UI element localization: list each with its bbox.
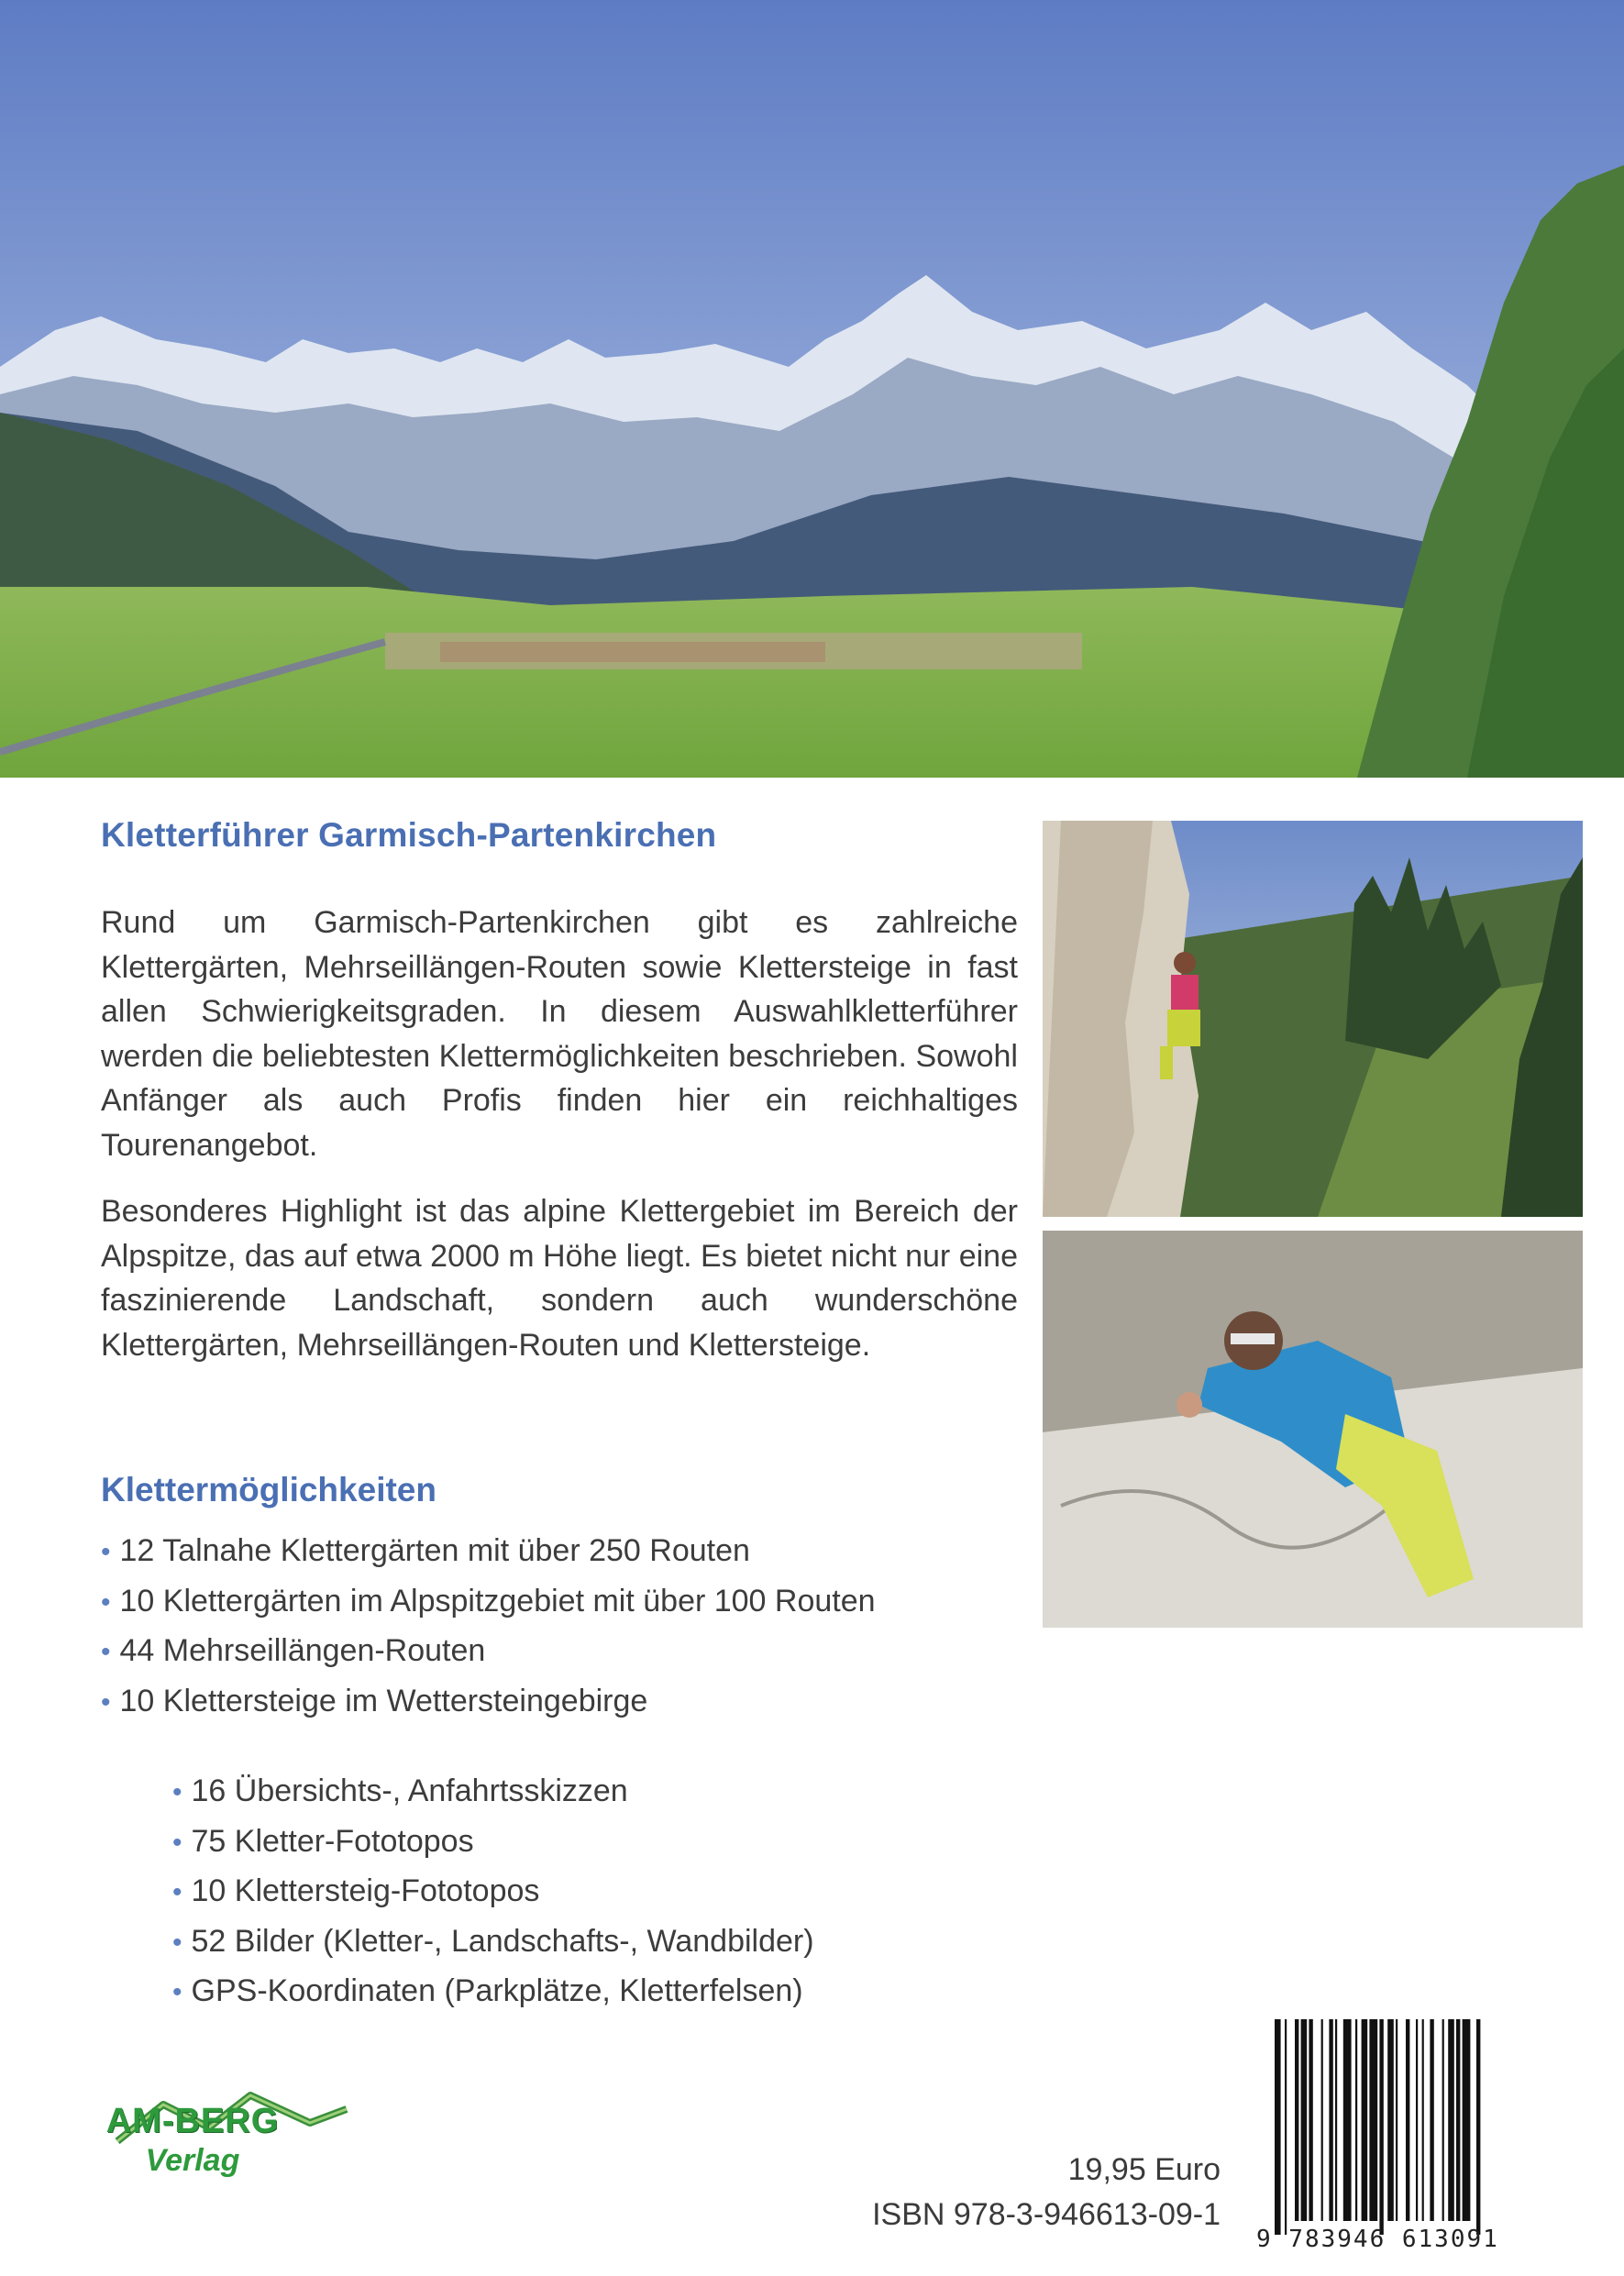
climber-slab-photo xyxy=(1043,1231,1583,1628)
barcode-bar xyxy=(1456,2019,1460,2221)
section-title: Klettermöglichkeiten xyxy=(101,1471,436,1508)
bullet-dot-icon: • xyxy=(172,1877,182,1907)
bullet-dot-icon: • xyxy=(101,1637,111,1667)
barcode-bar xyxy=(1416,2019,1418,2221)
bullet-dot-icon: • xyxy=(101,1686,111,1718)
barcode-bar xyxy=(1362,2019,1368,2221)
bullet-dot-icon: • xyxy=(172,1927,182,1958)
barcode-bar xyxy=(1430,2019,1433,2221)
barcode-bar xyxy=(1406,2019,1409,2221)
barcode-bar xyxy=(1379,2019,1383,2235)
barcode-icon xyxy=(1256,2019,1586,2254)
isbn-label: ISBN 978-3-946613-09-1 xyxy=(872,2197,1221,2232)
list-item: • 44 Mehrseillängen-Routen xyxy=(101,1633,486,1668)
barcode-bar xyxy=(1355,2019,1357,2221)
climber-forest-photo xyxy=(1043,821,1583,1217)
barcode-bar xyxy=(1396,2019,1398,2221)
description-paragraph-1: Rund um Garmisch-Partenkirchen gibt es zahlreiche Klettergärten, Mehrseillängen-Routen sowie Klettersteige in fast allen Schwierigkeitsgraden. In diesem Auswahlkletterführer werden die beliebtesten Klettermöglichkeiten beschrieben. Sowohl Anfänger als auch Profis finden hier ein reichhaltiges Tourenangebot. xyxy=(101,905,1018,1163)
list-item: • 16 Übersichts-, Anfahrtsskizzen xyxy=(172,1773,628,1808)
bullet-dot-icon: • xyxy=(101,1537,111,1567)
list-item: • 10 Klettersteige im Wettersteingebirge xyxy=(101,1683,648,1718)
barcode-digits: 9 783946 613091 xyxy=(1256,2226,1499,2253)
barcode-bar xyxy=(1275,2019,1281,2235)
list-item: • 52 Bilder (Kletter-, Landschafts-, Wandbilder) xyxy=(172,1923,814,1959)
barcode-bar xyxy=(1321,2019,1323,2221)
list-item: • 12 Talnahe Klettergärten mit über 250 Routen xyxy=(101,1533,750,1568)
features-list xyxy=(172,1767,814,2017)
barcode-bar xyxy=(1285,2019,1287,2235)
book-title: Kletterführer Garmisch-Partenkirchen xyxy=(101,816,717,854)
bullet-dot-icon: • xyxy=(172,1977,182,2007)
bullet-dot-icon: • xyxy=(101,1586,111,1618)
barcode-bar xyxy=(1422,2019,1424,2221)
price-label: 19,95 Euro xyxy=(1067,2152,1221,2187)
barcode-bar xyxy=(1476,2019,1480,2235)
barcode-bar xyxy=(1343,2019,1352,2221)
barcode-bar xyxy=(1442,2019,1444,2221)
barcode-bar xyxy=(1448,2019,1454,2221)
bullet-dot-icon: • xyxy=(172,1827,182,1858)
description-paragraph-2: Besonderes Highlight ist das alpine Klettergebiet im Bereich der Alpspitze, das auf etwa 2000 m Höhe liegt. Es bietet nicht nur eine faszinierende Landschaft, sondern auch wunderschöne Klettergärten, Mehrseillängen-Routen und Klettersteige. xyxy=(101,1194,1018,1363)
bullet-dot-icon: • xyxy=(172,1777,182,1807)
barcode-bar xyxy=(1335,2019,1337,2221)
barcode-bar xyxy=(1387,2019,1394,2221)
climbing-options-list xyxy=(101,1527,876,1727)
barcode-bar xyxy=(1369,2019,1377,2221)
list-item: • GPS-Koordinaten (Parkplätze, Kletterfelsen) xyxy=(172,1973,803,2008)
barcode-bar xyxy=(1295,2019,1298,2221)
publisher-subtitle: Verlag xyxy=(145,2143,240,2178)
barcode-bar xyxy=(1463,2019,1471,2221)
barcode-bar xyxy=(1301,2019,1308,2221)
barcode-bar xyxy=(1329,2019,1332,2221)
barcode-bar xyxy=(1309,2019,1312,2221)
hero-landscape-photo xyxy=(0,0,1624,778)
publisher-name: AM-BERG xyxy=(105,2102,280,2140)
list-item: • 10 Klettergärten im Alpspitzgebiet mit über 100 Routen xyxy=(101,1583,876,1619)
list-item: • 10 Klettersteig-Fototopos xyxy=(172,1873,540,1908)
list-item: • 75 Kletter-Fototopos xyxy=(172,1823,474,1859)
